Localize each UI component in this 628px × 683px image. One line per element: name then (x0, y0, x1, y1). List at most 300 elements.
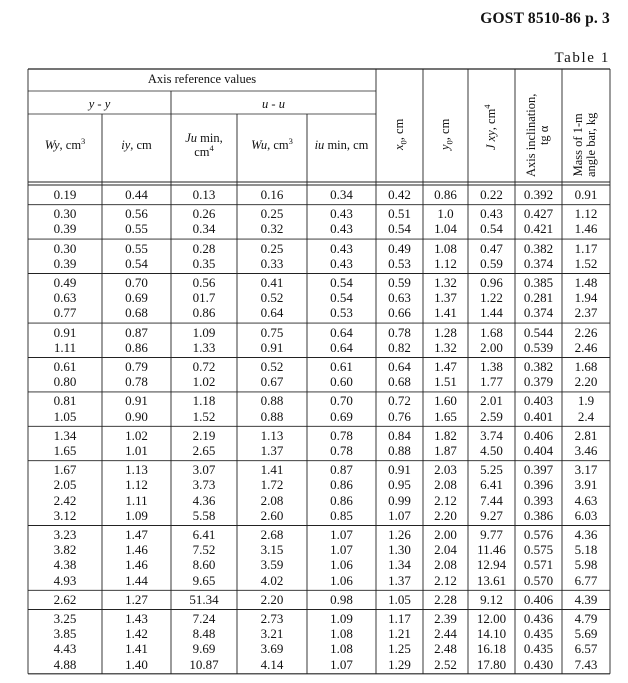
table-cell: 0.86 (330, 492, 353, 508)
table-cell: 0.19 (53, 187, 77, 202)
table-cell: 2.12 (434, 572, 457, 588)
table-cell: 3.59 (260, 557, 284, 573)
table-cell: 0.72 (388, 393, 411, 409)
table-cell: 0.51 (388, 206, 411, 222)
table-cell: 1.17 (574, 240, 598, 256)
table-cell: 2.08 (434, 477, 457, 493)
table-cell: 1.77 (480, 374, 503, 390)
table-cell: 0.99 (388, 492, 411, 508)
table-cell: 4.02 (260, 572, 284, 588)
table-cell: 1.0 (437, 206, 454, 222)
table-cell: 9.69 (192, 641, 216, 657)
table-cell: 0.56 (125, 206, 148, 222)
table-cell: 2.62 (53, 591, 77, 607)
table-cell: 0.88 (388, 443, 411, 458)
table-cell: 1.21 (388, 626, 411, 642)
table-cell: 1.01 (125, 443, 148, 458)
table-cell: 0.68 (388, 374, 411, 390)
table-cell: 1.11 (125, 492, 148, 508)
table-cell: 0.86 (125, 339, 148, 355)
table-cell: 0.404 (523, 443, 554, 458)
table-cell: 0.421 (523, 221, 554, 237)
table-cell: 0.435 (523, 641, 554, 657)
table-cell: 0.85 (330, 507, 353, 523)
table-cell: 0.406 (523, 591, 554, 607)
table-cell: 1.32 (434, 339, 457, 355)
table-cell: 1.22 (480, 290, 503, 306)
table-cell: 2.00 (434, 527, 457, 542)
table-cell: 1.37 (434, 290, 457, 306)
table-cell: 0.75 (260, 324, 284, 340)
table-cell: 0.403 (523, 393, 554, 409)
table-cell: 1.07 (388, 507, 411, 523)
table-cell: 1.11 (53, 339, 77, 355)
table-cell: 1.38 (480, 359, 503, 374)
table-cell: 1.12 (574, 206, 598, 222)
table-cell: 4.43 (53, 641, 77, 657)
table-cell: 0.397 (523, 462, 554, 478)
document-reference: GOST 8510-86 p. 3 (480, 10, 610, 27)
table-cell: 5.98 (574, 557, 598, 573)
table-cell: 17.80 (476, 656, 507, 672)
table-cell: 4.39 (574, 591, 598, 607)
table-cell: 0.96 (480, 275, 503, 290)
table-cell: 0.575 (523, 542, 554, 558)
table-cell: 1.05 (388, 591, 411, 607)
table-cell: 0.43 (330, 206, 353, 222)
column-header-2: iy, cm (121, 138, 152, 152)
table-cell: 0.86 (192, 305, 216, 321)
table-cell: 1.13 (260, 427, 284, 443)
table-cell: 1.09 (125, 507, 148, 523)
table-cell: 0.69 (330, 408, 353, 424)
table-cell: 1.06 (330, 557, 353, 573)
table-cell: 2.01 (480, 393, 503, 409)
table-cell: 2.20 (260, 591, 284, 607)
table-cell: 3.46 (574, 443, 598, 458)
table-cell: 1.29 (388, 656, 411, 672)
table-cell: 0.54 (480, 221, 503, 237)
table-cell: 3.15 (260, 542, 284, 558)
table-cell: 0.84 (388, 427, 411, 443)
table-cell: 2.12 (434, 492, 457, 508)
table-cell: 3.21 (260, 626, 284, 642)
table-cell: 0.55 (125, 240, 148, 256)
table-cell: 1.13 (125, 462, 148, 478)
table-cell: 0.374 (523, 305, 554, 321)
table-cell: 4.93 (53, 572, 77, 588)
table-cell: 7.52 (192, 542, 216, 558)
table-cell: 2.00 (480, 339, 503, 355)
table-cell: 0.55 (125, 221, 148, 237)
table-cell: 0.91 (260, 339, 284, 355)
table-cell: 0.91 (388, 462, 411, 478)
table-cell: 0.56 (192, 275, 216, 290)
table-cell: 2.20 (434, 507, 457, 523)
table-cell: 0.576 (523, 527, 554, 542)
table-cell: 0.33 (260, 255, 284, 271)
table-cell: 2.42 (53, 492, 77, 508)
table-cell: 2.65 (192, 443, 216, 458)
table-cell: 1.9 (577, 393, 595, 409)
table-cell: 0.54 (388, 221, 411, 237)
table-cell: 0.30 (53, 206, 77, 222)
table-cell: 9.27 (480, 507, 503, 523)
table-cell: 1.34 (53, 427, 77, 443)
table-cell: 1.44 (125, 572, 148, 588)
table-cell: 0.59 (388, 275, 411, 290)
table-cell: 0.385 (523, 275, 554, 290)
table-cell: 0.16 (260, 187, 284, 202)
table-cell: 7.44 (480, 492, 503, 508)
table-cell: 0.91 (574, 187, 598, 202)
table-cell: 4.38 (53, 557, 77, 573)
table-label: Table 1 (554, 50, 610, 66)
header-subgroup-y: y - y (88, 97, 111, 111)
table-cell: 1.47 (434, 359, 457, 374)
table-cell: 2.39 (434, 611, 457, 626)
table-cell: 1.47 (125, 527, 148, 542)
table-cell: 0.49 (53, 275, 77, 290)
column-header-symbol: iu (314, 138, 325, 152)
table-cell: 1.02 (192, 374, 216, 390)
table-cell: 3.12 (53, 507, 77, 523)
table-cell: 1.34 (388, 557, 411, 573)
table-cell: 0.88 (260, 408, 284, 424)
table-cell: 5.25 (480, 462, 503, 478)
table-cell: 2.52 (434, 656, 457, 672)
table-cell: 0.72 (192, 359, 216, 374)
table-cell: 1.08 (434, 240, 457, 256)
table-cell: 0.63 (53, 290, 77, 306)
table-cell: 3.91 (574, 477, 598, 493)
table-cell: 0.382 (523, 240, 554, 256)
table-cell: 1.32 (434, 275, 457, 290)
table-cell: 4.50 (480, 443, 503, 458)
table-cell: 1.27 (125, 591, 148, 607)
table-cell: 0.63 (388, 290, 411, 306)
table-cell: 6.41 (480, 477, 503, 493)
table-cell: 1.02 (125, 427, 148, 443)
table-cell: 0.78 (125, 374, 148, 390)
table-cell: 0.64 (330, 324, 353, 340)
table-cell: 1.12 (125, 477, 148, 493)
table-cell: 9.77 (480, 527, 503, 542)
table-cell: 1.18 (192, 393, 216, 409)
table-cell: 0.30 (53, 240, 77, 256)
column-header-9: Axis inclination, tg α (523, 93, 551, 177)
table-cell: 0.22 (480, 187, 503, 202)
table-cell: 11.46 (477, 542, 506, 558)
table-cell: 0.64 (388, 359, 411, 374)
table-cell: 0.39 (53, 221, 77, 237)
table-cell: 0.41 (260, 275, 284, 290)
table-cell: 0.52 (260, 290, 284, 306)
column-header-symbol: iy (121, 138, 131, 152)
table-cell: 8.60 (192, 557, 216, 573)
table-cell: 0.13 (192, 187, 216, 202)
table-cell: 0.87 (125, 324, 148, 340)
table-cell: 0.90 (125, 408, 148, 424)
table-cell: 0.91 (125, 393, 148, 409)
column-header-symbol: Wu (251, 138, 268, 152)
table-cell: 0.382 (523, 359, 554, 374)
table-cell: 1.05 (53, 408, 77, 424)
table-cell: 6.41 (192, 527, 216, 542)
table-cell: 1.94 (574, 290, 598, 306)
table-cell: 5.58 (192, 507, 216, 523)
table-cell: 0.78 (388, 324, 411, 340)
table-cell: 1.33 (192, 339, 216, 355)
table-cell: 2.48 (434, 641, 457, 657)
table-cell: 0.32 (260, 221, 284, 237)
table-cell: 1.08 (330, 641, 353, 657)
table-cell: 14.10 (476, 626, 507, 642)
table-cell: 0.98 (330, 591, 353, 607)
table-cell: 1.46 (125, 557, 148, 573)
table-cell: 01.7 (192, 290, 216, 306)
table-cell: 0.66 (388, 305, 411, 321)
table-cell: 0.68 (125, 305, 148, 321)
table-cell: 0.91 (53, 324, 77, 340)
table-cell: 0.43 (330, 221, 353, 237)
table-cell: 0.406 (523, 427, 554, 443)
table-cell: 1.51 (434, 374, 457, 390)
table-cell: 0.34 (192, 221, 216, 237)
header-subgroup-u: u - u (262, 97, 285, 111)
table-cell: 1.52 (574, 255, 598, 271)
table-cell: 0.386 (523, 507, 554, 523)
table-cell: 0.60 (330, 374, 353, 390)
table-cell: 3.69 (260, 641, 284, 657)
table-cell: 1.41 (260, 462, 284, 478)
table-cell: 0.54 (330, 275, 353, 290)
table-cell: 4.88 (53, 656, 77, 672)
table-cell: 10.87 (189, 656, 219, 672)
table-cell: 0.54 (330, 290, 353, 306)
table-cell: 0.95 (388, 477, 411, 493)
table-cell: 1.28 (434, 324, 457, 340)
table-cell: 4.79 (574, 611, 598, 626)
table-cell: 2.19 (192, 427, 216, 443)
table-cell: 5.69 (574, 626, 598, 642)
column-header-10: Mass of 1-m angle bar, kg (571, 112, 598, 177)
table-cell: 2.26 (574, 324, 598, 340)
table-cell: 4.36 (574, 527, 598, 542)
table-cell: 0.374 (523, 255, 554, 271)
table-cell: 2.03 (434, 462, 457, 478)
table-cell: 1.07 (330, 656, 353, 672)
table-cell: 1.07 (330, 527, 353, 542)
table-cell: 3.23 (53, 527, 77, 542)
table-cell: 0.88 (260, 393, 284, 409)
column-header-8: J xy, $cm^4$ (481, 104, 498, 150)
table-cell: 2.60 (260, 507, 284, 523)
table-cell: 0.54 (125, 255, 148, 271)
table-cell: 7.24 (192, 611, 216, 626)
table-cell: 2.05 (53, 477, 77, 493)
table-cell: 0.67 (260, 374, 284, 390)
table-cell: 12.94 (476, 557, 507, 573)
table-cell: 8.48 (192, 626, 216, 642)
table-cell: 3.85 (53, 626, 77, 642)
table-cell: 1.46 (125, 542, 148, 558)
table-cell: 4.36 (192, 492, 216, 508)
table-cell: 0.70 (125, 275, 148, 290)
table-cell: 0.86 (434, 187, 457, 202)
table-cell: 0.78 (330, 427, 353, 443)
table-cell: 0.39 (53, 255, 77, 271)
table-cell: 0.69 (125, 290, 148, 306)
table-cell: 0.82 (388, 339, 411, 355)
table-cell: 3.07 (192, 462, 216, 478)
table-cell: 0.61 (53, 359, 77, 374)
table-cell: 2.08 (434, 557, 457, 573)
table-cell: 0.53 (388, 255, 411, 271)
table-cell: 0.379 (523, 374, 554, 390)
table-cell: 0.26 (192, 206, 216, 222)
table-cell: 1.37 (260, 443, 284, 458)
table-cell: 0.436 (523, 611, 554, 626)
table-cell: 2.04 (434, 542, 457, 558)
column-header-3: Ju min, $cm^4$ (185, 131, 223, 159)
table-cell: 3.82 (53, 542, 77, 558)
table-cell: 0.59 (480, 255, 503, 271)
table-cell: 1.46 (574, 221, 598, 237)
table-cell: 2.73 (260, 611, 284, 626)
table-cell: 1.40 (125, 656, 148, 672)
table-cell: 0.393 (523, 492, 554, 508)
table-cell: 0.43 (330, 255, 353, 271)
table-cell: 1.37 (388, 572, 411, 588)
table-cell: 0.42 (388, 187, 411, 202)
table-cell: 12.00 (476, 611, 507, 626)
table-cell: 0.87 (330, 462, 353, 478)
table-cell: 4.14 (260, 656, 284, 672)
table-cell: 0.28 (192, 240, 216, 256)
table-cell: 0.427 (523, 206, 554, 222)
table-cell: 1.08 (330, 626, 353, 642)
table-cell: 0.281 (523, 290, 554, 306)
table-cell: 1.68 (574, 359, 598, 374)
column-header-symbol: x (392, 144, 406, 150)
table-cell: 0.61 (330, 359, 353, 374)
table-cell: 1.30 (388, 542, 411, 558)
table-cell: 0.396 (523, 477, 554, 493)
table-cell: 1.25 (388, 641, 411, 657)
table-cell: 2.20 (574, 374, 598, 390)
table-cell: 1.41 (125, 641, 148, 657)
column-header-5: iu min, cm (314, 138, 369, 152)
table-cell: 13.61 (476, 572, 507, 588)
table-cell: 0.80 (53, 374, 77, 390)
table-cell: 2.37 (574, 305, 598, 321)
table-cell: 0.570 (523, 572, 554, 588)
column-header-symbol: J xy (484, 130, 498, 150)
table-cell: 51.34 (189, 591, 219, 607)
table-cell: 0.70 (330, 393, 353, 409)
table-cell: 2.4 (577, 408, 595, 424)
column-header-6: $x_0$, cm (392, 118, 409, 150)
table-cell: 0.571 (523, 557, 554, 573)
table-cell: 0.34 (330, 187, 353, 202)
table-cell: 0.81 (53, 393, 77, 409)
header-axis-reference: Axis reference values (147, 72, 257, 86)
column-header-symbol: Wy (44, 138, 60, 152)
table-cell: 2.59 (480, 408, 503, 424)
table-cell: 1.42 (125, 626, 148, 642)
table-cell: 1.26 (388, 527, 411, 542)
column-header-symbol: Ju (185, 131, 198, 145)
table-cell: 0.52 (260, 359, 284, 374)
table-cell: 0.435 (523, 626, 554, 642)
table-cell: 1.09 (192, 324, 216, 340)
table-cell: 2.46 (574, 339, 598, 355)
table-cell: 2.44 (434, 626, 457, 642)
column-header-7: $y_0$, cm (438, 118, 455, 150)
table-cell: 0.401 (523, 408, 554, 424)
column-header-4: Wu, $cm^3$ (251, 135, 293, 152)
table-cell: 0.35 (192, 255, 216, 271)
table-cell: 9.12 (480, 591, 503, 607)
column-header-symbol: y (438, 144, 452, 150)
table-cell: 0.430 (523, 656, 554, 672)
table-cell: 1.17 (388, 611, 411, 626)
column-header-1: Wy, $cm^3$ (44, 135, 86, 152)
table-cell: 0.25 (260, 206, 284, 222)
table-cell: 3.25 (53, 611, 77, 626)
table-cell: 1.82 (434, 427, 457, 443)
table-cell: 0.544 (523, 324, 554, 340)
table-cell: 0.25 (260, 240, 284, 256)
table-cell: 1.12 (434, 255, 457, 271)
table-cell: 2.68 (260, 527, 284, 542)
table-cell: 0.77 (53, 305, 77, 321)
table-cell: 1.65 (434, 408, 457, 424)
table-cell: 4.63 (574, 492, 598, 508)
table-cell: 3.74 (480, 427, 503, 443)
table-cell: 1.44 (480, 305, 503, 321)
table-cell: 1.06 (330, 572, 353, 588)
table-cell: 0.53 (330, 305, 353, 321)
table-cell: 16.18 (476, 641, 507, 657)
table-cell: 3.73 (192, 477, 216, 493)
table-cell: 0.47 (480, 240, 503, 256)
table-cell: 1.65 (53, 443, 77, 458)
table-cell: 6.77 (574, 572, 598, 588)
table-cell: 2.08 (260, 492, 284, 508)
table-cell: 1.09 (330, 611, 353, 626)
table-cell: 2.28 (434, 591, 457, 607)
table-cell: 1.52 (192, 408, 216, 424)
table-cell: 1.04 (434, 221, 457, 237)
table-cell: 0.78 (330, 443, 353, 458)
table-cell: 0.76 (388, 408, 411, 424)
table-cell: 7.43 (574, 656, 598, 672)
table-cell: 6.57 (574, 641, 598, 657)
table-cell: 1.48 (574, 275, 598, 290)
table-cell: 0.64 (260, 305, 284, 321)
table-cell: 0.86 (330, 477, 353, 493)
table-cell: 5.18 (574, 542, 598, 558)
table-cell: 0.79 (125, 359, 148, 374)
table-cell: 1.43 (125, 611, 148, 626)
table-cell: 1.07 (330, 542, 353, 558)
table-cell: 0.49 (388, 240, 411, 256)
table-cell: 1.67 (53, 462, 77, 478)
table-cell: 1.87 (434, 443, 457, 458)
table-cell: 0.44 (125, 187, 148, 202)
